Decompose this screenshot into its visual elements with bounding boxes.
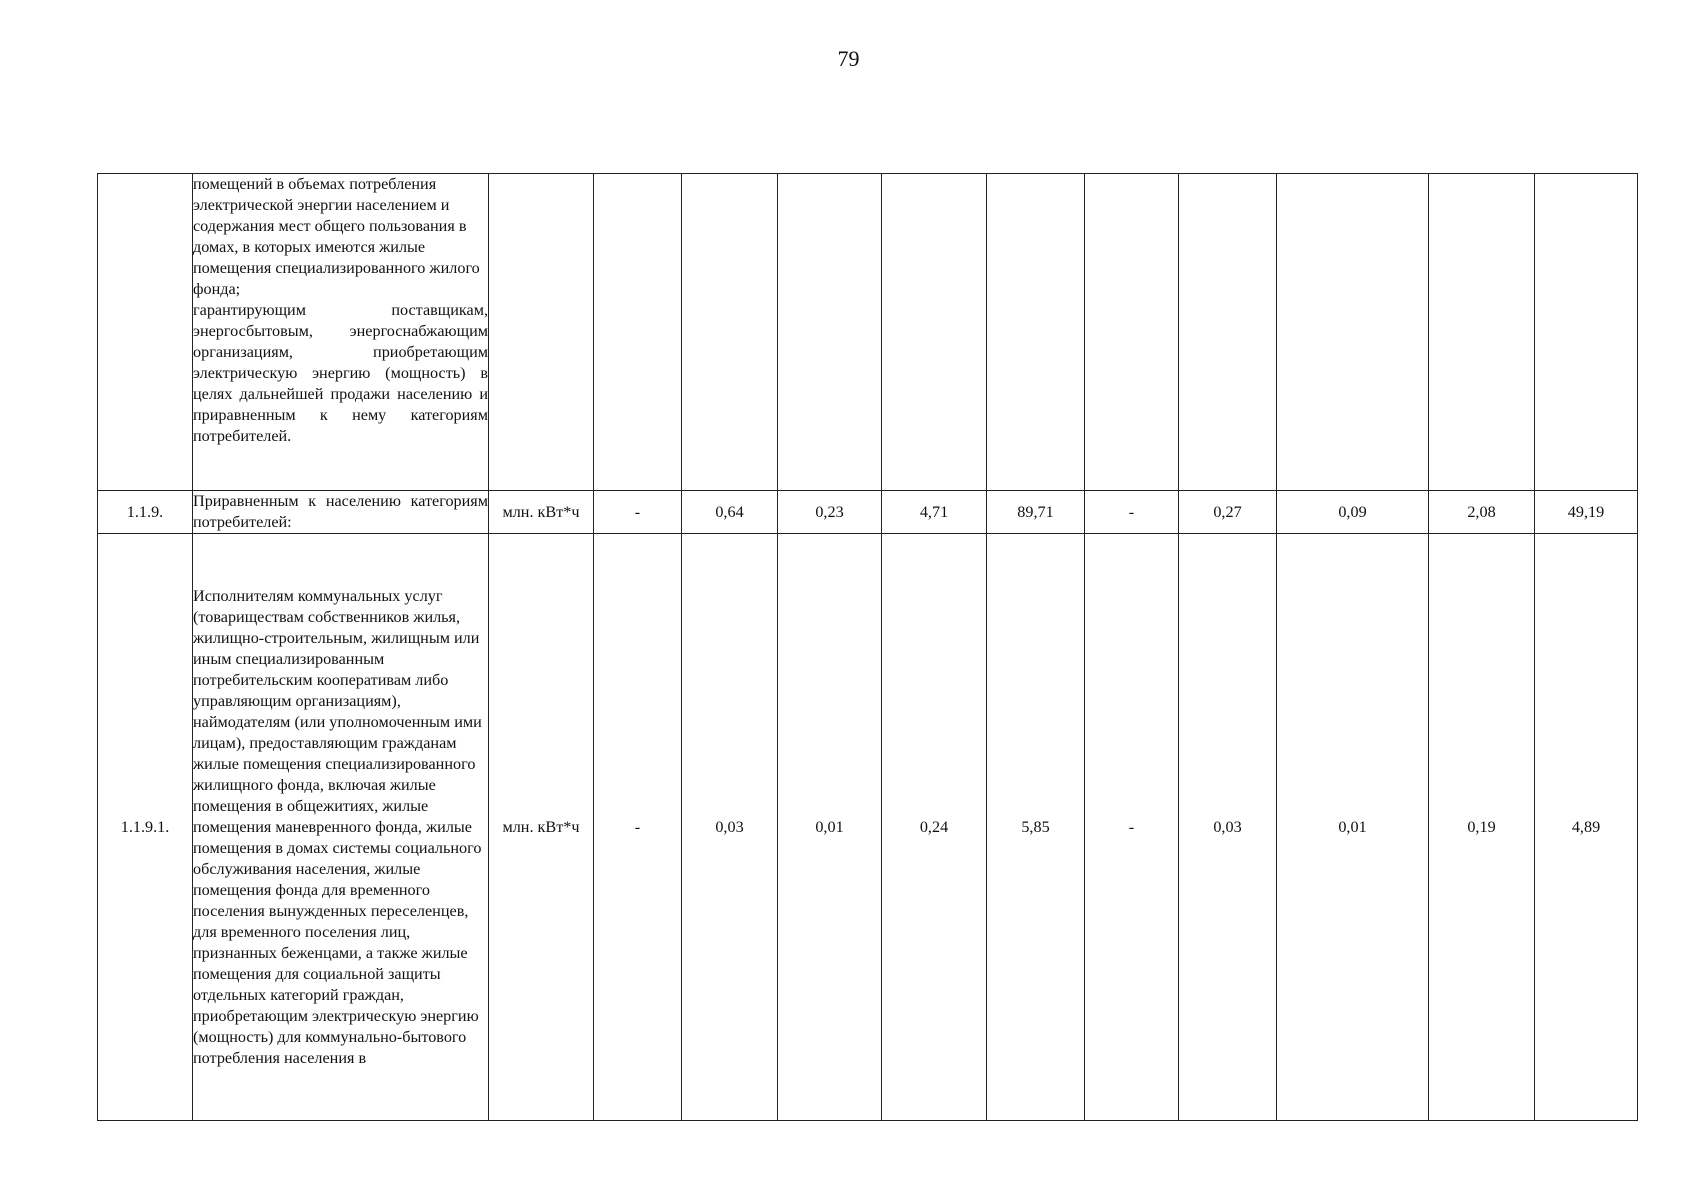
value-cell: 4,89 <box>1535 534 1638 1121</box>
value-cell: 0,01 <box>1277 534 1429 1121</box>
row-unit: млн. кВт*ч <box>489 534 594 1121</box>
value-cell: 0,09 <box>1277 491 1429 534</box>
value-cell: 4,71 <box>882 491 987 534</box>
row-description <box>193 174 489 491</box>
tariff-table <box>97 173 1638 1121</box>
value-cell: 89,71 <box>987 491 1085 534</box>
value-cell <box>1179 174 1277 491</box>
row-description <box>193 491 489 534</box>
value-cell: - <box>1085 491 1179 534</box>
value-cell: 0,64 <box>682 491 778 534</box>
value-cell: 0,03 <box>682 534 778 1121</box>
value-cell <box>1535 174 1638 491</box>
description-paragraph: гарантирующим поставщикам, энергосбытовым, энергоснабжающим организациям, приобретающим электрическую энергию (мощность) в целях дальнейшей продажи населению и приравненным к нему категориям потребителей. <box>193 301 488 445</box>
row-code: 1.1.9.1. <box>98 534 193 1121</box>
value-cell: - <box>1085 534 1179 1121</box>
value-cell: 0,03 <box>1179 534 1277 1121</box>
table-row <box>98 491 1638 534</box>
page-number: 79 <box>837 46 860 71</box>
table-row <box>98 174 1638 491</box>
value-cell <box>682 174 778 491</box>
value-cell <box>778 174 882 491</box>
value-cell <box>882 174 987 491</box>
value-cell: 0,23 <box>778 491 882 534</box>
value-cell: 5,85 <box>987 534 1085 1121</box>
value-cell <box>1085 174 1179 491</box>
value-cell: 2,08 <box>1429 491 1535 534</box>
value-cell: 0,19 <box>1429 534 1535 1121</box>
value-cell: 0,24 <box>882 534 987 1121</box>
value-cell: - <box>594 491 682 534</box>
row-code: 1.1.9. <box>98 491 193 534</box>
value-cell: - <box>594 534 682 1121</box>
value-cell <box>594 174 682 491</box>
row-unit <box>489 174 594 491</box>
value-cell <box>1277 174 1429 491</box>
value-cell: 0,01 <box>778 534 882 1121</box>
row-unit: млн. кВт*ч <box>489 491 594 534</box>
value-cell: 49,19 <box>1535 491 1638 534</box>
row-description <box>193 534 489 1121</box>
value-cell <box>1429 174 1535 491</box>
description-paragraph: помещений в объемах потребления электрической энергии населением и содержания мест общего пользования в домах, в которых имеются жилые помещения специализированного жилого фонда; <box>193 175 480 298</box>
row-code <box>98 174 193 491</box>
description-paragraph: Приравненным к населению категориям потребителей: <box>193 492 488 531</box>
value-cell <box>987 174 1085 491</box>
value-cell: 0,27 <box>1179 491 1277 534</box>
description-paragraph: Исполнителям коммунальных услуг (товариществам собственников жилья, жилищно-строительным, жилищным или иным специализированным потребительским кооперативам либо управляющим организациям), наймодателям (или уполномоченным ими лицам), предоставляющим гражданам жилые помещения специализированного жилищного фонда, включая жилые помещения в общежитиях, жилые помещения маневренного фонда, жилые помещения в домах системы социального обслуживания населения, жилые помещения фонда для временного поселения вынужденных переселенцев, для временного поселения лиц, признанных беженцами, а также жилые помещения для социальной защиты отдельных категорий граждан, приобретающим электрическую энергию (мощность) для коммунально-бытового потребления населения в <box>193 586 482 1067</box>
table-row <box>98 534 1638 1121</box>
